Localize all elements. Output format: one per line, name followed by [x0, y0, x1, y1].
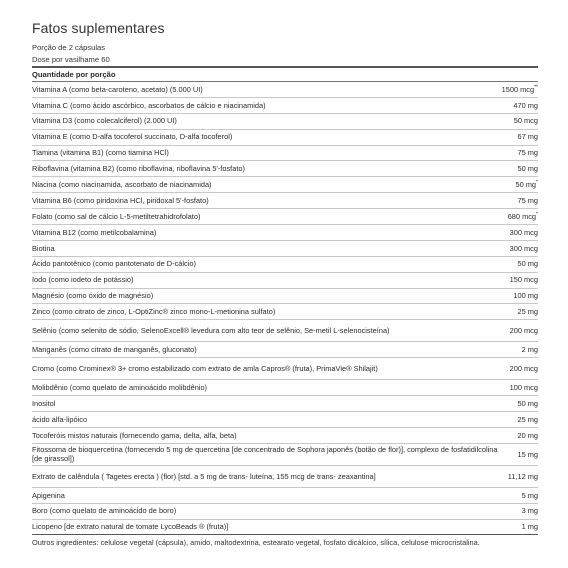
nutrient-amount: [514, 116, 538, 126]
nutrient-table: [32, 82, 538, 535]
table-row: [32, 504, 538, 520]
table-row: [32, 396, 538, 412]
amount-value: 300 mcg: [509, 243, 538, 253]
amount-value: 11,12 mg: [507, 471, 538, 481]
nutrient-amount: [502, 85, 538, 95]
supplement-facts-panel: [32, 20, 538, 548]
nutrient-amount: [522, 522, 538, 532]
amount-value: 15 mg: [517, 449, 538, 459]
table-row: [32, 225, 538, 241]
table-row: [32, 98, 538, 114]
table-row: [32, 342, 538, 358]
table-row: [32, 193, 538, 209]
nutrient-name: Inositol: [32, 398, 56, 408]
nutrient-amount: [510, 244, 538, 254]
amount-value: 20 mg: [517, 430, 538, 440]
panel-title: Fatos suplementares: [32, 20, 165, 36]
amount-value: 100 mg: [513, 291, 538, 301]
table-row: [32, 273, 538, 289]
amount-value: 75 mg: [517, 148, 538, 158]
nutrient-name: Extrato de calêndula ( Tagetes erecta ) (flor) [std. a 5 mg de trans- luteína, 155 mcg de trans- zeaxantina]: [32, 471, 376, 481]
nutrient-amount: [510, 228, 538, 238]
nutrient-amount: [517, 415, 538, 425]
nutrient-name: Licopeno [de extrato natural de tomate LycoBeads ® (fruta)]: [32, 522, 229, 532]
amount-value: 50 mg: [517, 164, 538, 174]
nutrient-name: Cromo (como Crominex® 3+ cromo estabilizado com extrato de amla Capros® (fruta), PrimaVie® Shilajit): [32, 364, 378, 373]
nutrient-name: Fitossoma de bioquercetina (fornecendo 5 mg de quercetina [de concentrado de Sophora japonês (botão de flor)], complexo de fosfatidilcolina [de girassol]): [32, 444, 498, 464]
nutrient-name: Vitamina C (como ácido ascórbico, ascorbatos de cálcio e niacinamida): [32, 100, 266, 110]
nutrient-name: Zinco (como citrato de zinco, L-OptiZinc® zinco mono-L-metionina sulfato): [32, 307, 276, 317]
nutrient-name: ácido alfa-lipóico: [32, 414, 88, 424]
nutrient-name: Riboflavina (vitamina B2) (como riboflavina, riboflavina 5'-fosfato): [32, 164, 245, 174]
nutrient-name: Vitamina B12 (como metilcobalamina): [32, 227, 157, 237]
table-row: [32, 146, 538, 162]
nutrient-amount: [522, 491, 538, 501]
nutrient-amount: [508, 212, 538, 222]
footnote-mark: *: [536, 211, 538, 218]
nutrient-name: Folato (como sal de cálcio L-5-metiltetrahidrofolato): [32, 211, 201, 221]
nutrient-name: Molibdênio (como quelato de aminoácido molibdênio): [32, 382, 208, 392]
amount-value: 1 mg: [521, 522, 538, 532]
nutrient-name: Manganês (como citrato de manganês, gluconato): [32, 345, 197, 355]
nutrient-name: Vitamina B6 (como piridoxina HCl, piridoxal 5'-fosfato): [32, 195, 209, 205]
amount-value: 25 mg: [517, 307, 538, 317]
amount-value: 50 mg: [515, 180, 537, 190]
table-row: [32, 209, 538, 225]
nutrient-name: Niacina (como niacinamida, ascorbato de niacinamida): [32, 180, 212, 190]
nutrient-amount: [510, 326, 538, 336]
nutrient-amount: [516, 180, 539, 190]
nutrient-amount: [517, 259, 538, 269]
nutrient-name: Ácido pantotênico (como pantotenato de D-cálcio): [32, 259, 196, 269]
amount-value: 25 mg: [517, 414, 538, 424]
amount-value: 67 mg: [517, 132, 538, 142]
nutrient-name: Magnésio (como óxido de magnésio): [32, 291, 154, 301]
nutrient-name: Vitamina E (como D-alfa tocoferol succinato, D-alfa tocoferol): [32, 132, 233, 142]
table-row: [32, 289, 538, 305]
nutrient-amount: [513, 291, 538, 301]
amount-value: 200 mcg: [509, 364, 538, 373]
nutrient-name: Apigenina: [32, 490, 65, 500]
table-row: [32, 304, 538, 320]
amount-value: 150 mcg: [509, 275, 538, 285]
table-row: [32, 358, 538, 380]
servings-per-container: Dose por vasilhame 60: [32, 55, 110, 64]
nutrient-name: Tiamina (vitamina B1) (como tiamina HCl): [32, 148, 169, 158]
nutrient-amount: [513, 101, 538, 111]
table-row: [32, 428, 538, 444]
amount-value: 75 mg: [517, 195, 538, 205]
serving-size: Porção de 2 cápsulas: [32, 43, 106, 52]
amount-value: 3 mg: [521, 506, 538, 516]
table-row: [32, 466, 538, 488]
nutrient-amount: [510, 275, 538, 285]
nutrient-name: Selênio (como selenito de sódio, SelenoExcell® levedura com alto teor de selênio, Se-metil L-selenocisteína): [32, 326, 390, 336]
other-ingredients: Outros ingredientes: celulose vegetal (cápsula), amido, maltodextrina, estearato vegetal, fosfato dicálcico, sílica, celulose microcristalina.: [32, 538, 480, 548]
table-row: [32, 177, 538, 193]
nutrient-name: Biotina: [32, 243, 55, 253]
nutrient-amount: [508, 472, 538, 482]
table-row: [32, 412, 538, 428]
table-row: [32, 241, 538, 257]
nutrient-amount: [517, 132, 538, 142]
nutrient-amount: [517, 307, 538, 317]
table-row: [32, 130, 538, 146]
amount-value: 1500 mcg: [501, 84, 535, 94]
amount-value: 100 mcg: [509, 382, 538, 392]
amount-value: 2 mg: [521, 345, 538, 355]
nutrient-amount: [522, 345, 538, 355]
amount-value: 680 mcg: [507, 211, 537, 221]
table-row: [32, 488, 538, 504]
amount-value: 300 mcg: [509, 227, 538, 237]
table-row: [32, 114, 538, 130]
amount-value: 200 mcg: [509, 326, 538, 336]
table-row: [32, 257, 538, 273]
table-row: [32, 320, 538, 342]
amount-value: 50 mcg: [513, 116, 538, 126]
table-row: [32, 520, 538, 536]
nutrient-amount: [517, 148, 538, 158]
table-row: [32, 82, 538, 98]
nutrient-amount: [517, 196, 538, 206]
footnote-mark: *: [536, 179, 538, 186]
table-row: [32, 444, 538, 466]
table-row: [32, 161, 538, 177]
nutrient-amount: [517, 450, 538, 460]
nutrient-name: Boro (como quelato de aminoácido de boro): [32, 506, 177, 516]
nutrient-name: Vitamina D3 (como colecalciferol) (2.000 UI): [32, 116, 177, 126]
nutrient-amount: [517, 164, 538, 174]
footnote-mark: **: [534, 84, 538, 91]
amount-value: 470 mg: [513, 100, 538, 110]
amount-value: 50 mg: [517, 259, 538, 269]
amount-per-serving-header: Quantidade por porção: [32, 70, 116, 79]
nutrient-amount: [510, 383, 538, 393]
table-row: [32, 380, 538, 396]
nutrient-amount: [517, 399, 538, 409]
amount-value: 50 mg: [517, 398, 538, 408]
nutrient-name: Vitamina A (como beta-caroteno, acetato) (5.000 UI): [32, 84, 203, 94]
amount-value: 5 mg: [521, 490, 538, 500]
nutrient-amount: [517, 431, 538, 441]
nutrient-name: Tocoferóis mistos naturais (fornecendo gama, delta, alfa, beta): [32, 430, 237, 440]
nutrient-amount: [510, 364, 538, 374]
nutrient-name: Iodo (como iodeto de potássio): [32, 275, 134, 285]
nutrient-amount: [522, 506, 538, 516]
